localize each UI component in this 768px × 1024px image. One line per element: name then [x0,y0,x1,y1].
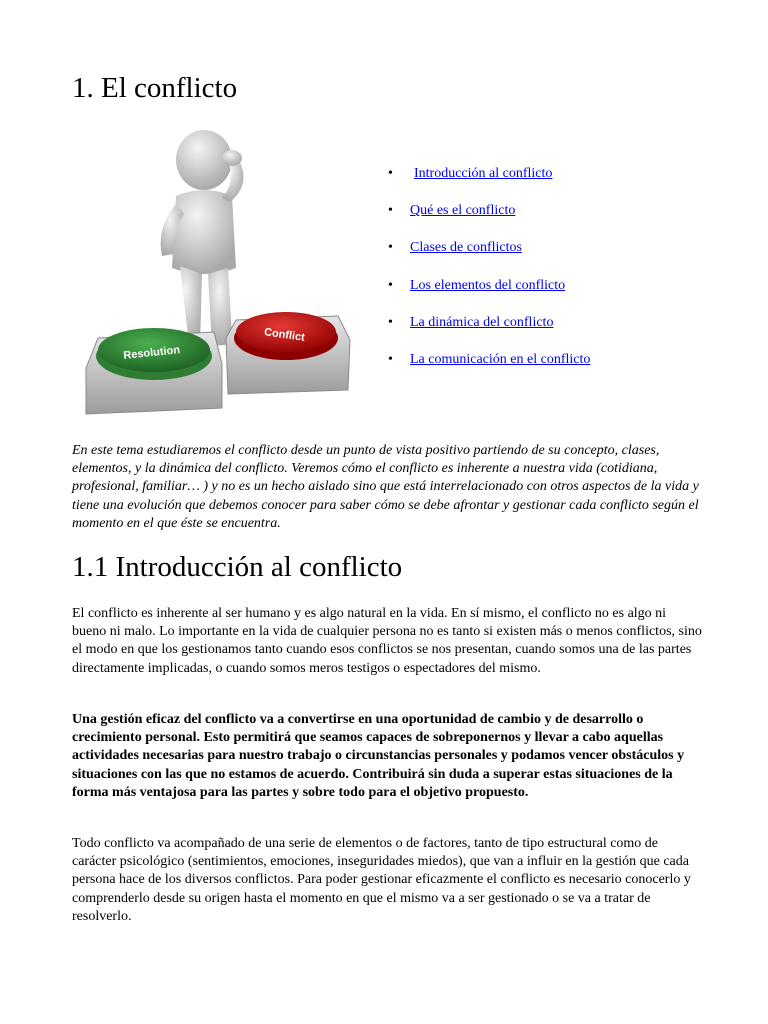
toc-link-introduccion[interactable]: Introducción al conflicto [414,166,553,181]
section-title: 1.1 Introducción al conflicto [72,551,403,583]
section-paragraph-2-bold: Una gestión eficaz del conflicto va a convertirse en una oportunidad de cambio y de desarrollo o crecimiento personal. Esto permitirá que seamos capaces de sobreponernos y llevar a cabo aquellas actividades necesarias para nuestro trabajo o circunstancias personales y podamos vencer obstáculos y situaciones con las que no estamos de acuerdo. Contribuirá sin duda a superar estas situaciones de la forma más ventajosa para las partes y sobre todo para el objetivo propuesto. [72,712,685,800]
bullet-icon: • [388,277,393,293]
toc-link-que-es[interactable]: Qué es el conflicto [410,203,516,219]
resolution-label: Resolution [122,344,181,362]
figure-conflict-resolution [76,128,356,428]
section-paragraph-3: Todo conflicto va acompañado de una serie de elementos o de factores, tanto de tipo estructural como de carácter psicológico (sentimientos, emociones, inseguridades miedos), que van a influir en la gestión que cada persona hace de los diversos conflictos. Para poder gestionar eficazmente el conflicto es necesario conocerlo y comprenderlo desde su origen hasta el momento en que el mismo va a ser gestionado o se va a tratar de resolverlo. [72,836,691,924]
bullet-icon: • [388,240,393,256]
intro-paragraph: En este tema estudiaremos el conflicto desde un punto de vista positivo partiendo de su concepto, clases, elementos, y la dinámica del conflicto. Veremos cómo el conflicto es inherente a nuestra vida (cotidiana, profesional, familiar… ) y no es un hecho aislado sino que está interrelacionado con otros aspectos de la vida y tiene una evolución que debemos conocer para saber cómo se debe afrontar y gestionar cada conflicto según el momento en el que éste se encuentra. [72,443,699,531]
bullet-icon: • [388,166,393,181]
toc-link-dinamica[interactable]: La dinámica del conflicto [410,314,554,330]
toc-link-clases[interactable]: Clases de conflictos [410,240,522,256]
bullet-icon: • [388,351,393,367]
thinking-figure [161,130,244,348]
toc-link-elementos[interactable]: Los elementos del conflicto [410,277,566,293]
page-title: 1. El conflicto [72,72,238,104]
toc-link-comunicacion[interactable]: La comunicación en el conflicto [410,351,591,367]
section-paragraph-1: El conflicto es inherente al ser humano y es algo natural en la vida. En sí mismo, el conflicto no es algo ni bueno ni malo. Lo importante en la vida de cualquier persona no es tanto si existen más o menos conflictos, sino el modo en que los gestionamos tanto cuando esos conflictos se nos presentan, cuando somos una de las partes directamente implicadas, o cuando somos meros testigos o espectadores del mismo. [72,606,702,676]
bullet-icon: • [388,203,393,219]
resolution-button [86,328,222,414]
conflict-label: Conflict [263,326,306,344]
conflict-button [226,312,350,394]
bullet-icon: • [388,314,393,330]
